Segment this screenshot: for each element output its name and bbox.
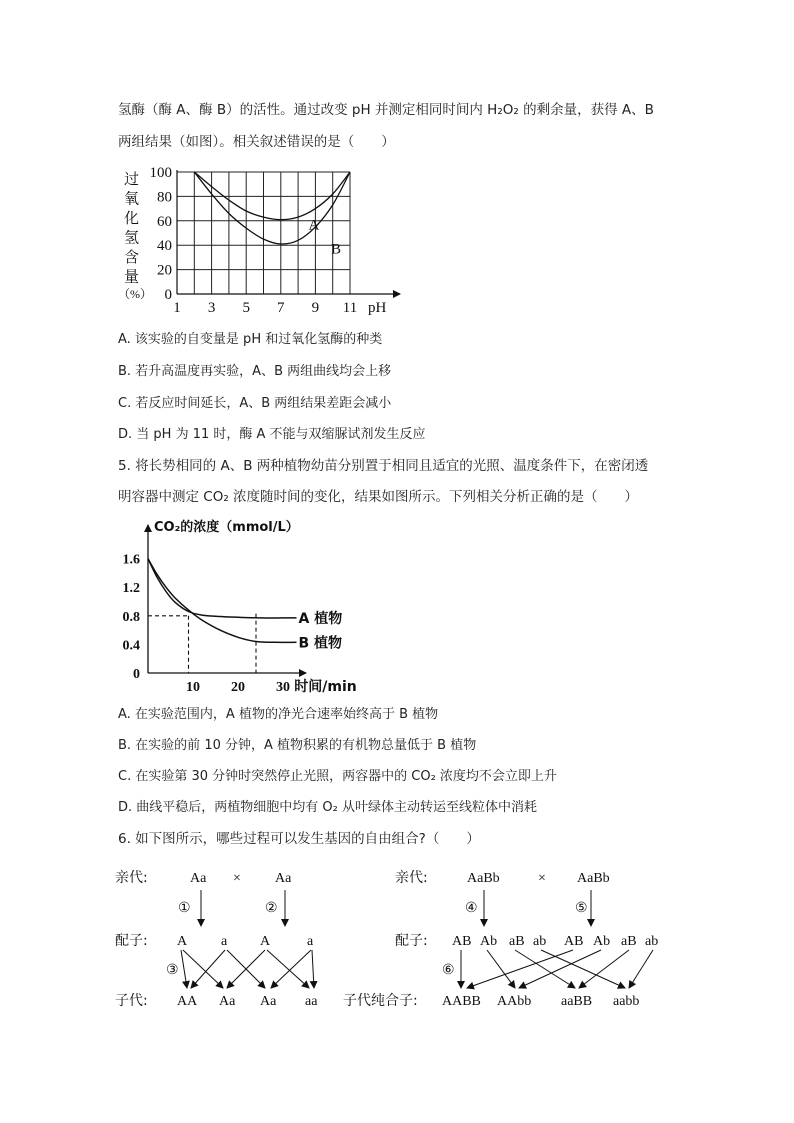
q4-stem-line-2: 两组结果（如图）。相关叙述错误的是（ ）: [118, 134, 395, 150]
right-offspring: AAbb: [497, 994, 532, 1009]
y-label-char: 氢: [124, 230, 140, 247]
left-offspring: Aa: [260, 994, 277, 1009]
step-5-label: ⑤: [575, 901, 588, 916]
series-line-0: [148, 559, 297, 618]
x-tick-label: 7: [277, 300, 285, 316]
left-cross-arrows: [181, 950, 314, 988]
right-gamete: ab: [533, 934, 547, 949]
y-label-char: 过: [124, 172, 140, 188]
q5-option-a: A. 在实验范围内，A 植物的净光合速率始终高于 B 植物: [118, 707, 439, 722]
y-tick-label: 0: [164, 287, 172, 303]
co2-chart-title: CO₂的浓度（mmol/L）: [154, 520, 299, 535]
q4-option-b: B. 若升高温度再实验，A、B 两组曲线均会上移: [118, 364, 392, 379]
step-6-label: ⑥: [442, 963, 455, 978]
series-label: A 植物: [298, 610, 343, 627]
right-parent-label: 亲代:: [395, 870, 428, 886]
left-gamete: a: [221, 934, 228, 949]
x-tick-label: 11: [342, 300, 358, 316]
left-parent-1: Aa: [190, 871, 207, 886]
q4-option-d: D. 当 pH 为 11 时，酶 A 不能与双缩脲试剂发生反应: [118, 427, 426, 442]
q4-option-c: C. 若反应时间延长，A、B 两组结果差距会减小: [118, 396, 392, 411]
right-gamete: AB: [452, 934, 472, 949]
right-cross-arrows: [461, 950, 653, 988]
y-tick-label: 100: [149, 165, 172, 181]
left-cross-sign: ×: [233, 871, 241, 886]
left-offspring: aa: [305, 994, 318, 1009]
x-tick-label: 20: [231, 680, 245, 695]
x-tick-label: 1: [173, 300, 181, 316]
q5-stem-line-2: 明容器中测定 CO₂ 浓度随时间的变化，结果如图所示。下列相关分析正确的是（ ）: [118, 489, 639, 505]
left-gamete: A: [260, 934, 271, 949]
q4-option-a: A. 该实验的自变量是 pH 和过氧化氢酶的种类: [118, 332, 383, 347]
y-axis-label: [118, 171, 152, 301]
x-tick-label: 10: [186, 680, 200, 695]
step-1-label: ①: [178, 901, 191, 916]
q5-option-b: B. 在实验的前 10 分钟，A 植物积累的有机物总量低于 B 植物: [118, 738, 477, 753]
right-gamete: Ab: [593, 934, 611, 949]
right-offspring: aaBB: [561, 994, 593, 1009]
y-label-char: 含: [124, 250, 140, 266]
left-offspring-label: 子代:: [115, 993, 148, 1009]
y-tick-label: 60: [157, 213, 172, 230]
q4-stem-line-1: 氢酶（酶 A、酶 B）的活性。通过改变 pH 并测定相同时间内 H₂O₂ 的剩余量，获得 A、B: [118, 102, 654, 118]
q6-stem: 6. 如下图所示，哪些过程可以发生基因的自由组合?（ ）: [118, 831, 480, 847]
left-parent-2: Aa: [275, 871, 292, 886]
co2-chart: [112, 515, 402, 700]
right-offspring: aabb: [613, 994, 640, 1009]
x-tick-label: 9: [311, 300, 320, 316]
right-offspring-label: 子代纯合子:: [343, 993, 418, 1009]
y-tick-label: 1.2: [122, 581, 140, 597]
right-gamete: ab: [645, 934, 659, 949]
genetics-diagram: [115, 860, 675, 1020]
x-tick-label: 5: [242, 300, 250, 316]
step-4-label: ④: [465, 901, 478, 916]
left-gamete-label: 配子:: [115, 933, 148, 949]
y-tick-label: 40: [157, 238, 172, 255]
right-gamete-label: 配子:: [395, 933, 428, 949]
right-cross-sign: ×: [538, 871, 546, 886]
q5-stem-line-1: 5. 将长势相同的 A、B 两种植物幼苗分别置于相同且适宜的光照、温度条件下，在密闭透: [118, 458, 649, 474]
left-offspring: Aa: [219, 994, 236, 1009]
series-line-A: [194, 172, 350, 220]
left-gamete: a: [307, 934, 314, 949]
x-tick-label: 3: [207, 300, 216, 316]
x-axis-label: pH: [368, 300, 387, 316]
right-gamete: aB: [509, 934, 525, 949]
left-gamete: A: [177, 934, 188, 949]
y-label-char: 化: [124, 211, 140, 227]
y-tick-label: 20: [157, 262, 172, 279]
y-tick-label: 0: [133, 667, 140, 682]
left-offspring: AA: [177, 994, 198, 1009]
right-parent-2: AaBb: [577, 871, 610, 886]
y-tick-label: 0.8: [122, 609, 140, 625]
series-line-1: [148, 559, 297, 643]
series-label: A: [308, 217, 320, 234]
ph-chart: [112, 160, 412, 320]
step-2-label: ②: [265, 901, 278, 916]
right-parent-1: AaBb: [467, 871, 500, 886]
y-label-unit: （%）: [118, 287, 152, 301]
series-label: B: [330, 241, 341, 258]
y-tick-label: 1.6: [122, 552, 140, 568]
q5-option-c: C. 在实验第 30 分钟时突然停止光照，两容器中的 CO₂ 浓度均不会立即上升: [118, 769, 557, 784]
y-tick-label: 80: [157, 189, 172, 206]
left-parent-label: 亲代:: [115, 870, 148, 886]
series-label: B 植物: [298, 635, 343, 652]
right-gamete: AB: [564, 934, 584, 949]
x-tick-label: 30: [276, 680, 290, 695]
x-axis-label: 时间/min: [294, 679, 357, 695]
right-gamete: Ab: [480, 934, 498, 949]
series-line-B: [194, 172, 350, 244]
step-3-label: ③: [166, 963, 179, 978]
y-label-char: 氧: [124, 191, 140, 208]
q5-option-d: D. 曲线平稳后，两植物细胞中均有 O₂ 从叶绿体主动转运至线粒体中消耗: [118, 800, 537, 815]
y-tick-label: 0.4: [122, 638, 140, 654]
right-offspring: AABB: [442, 994, 481, 1009]
y-label-char: 量: [124, 269, 140, 286]
right-gamete: aB: [621, 934, 637, 949]
